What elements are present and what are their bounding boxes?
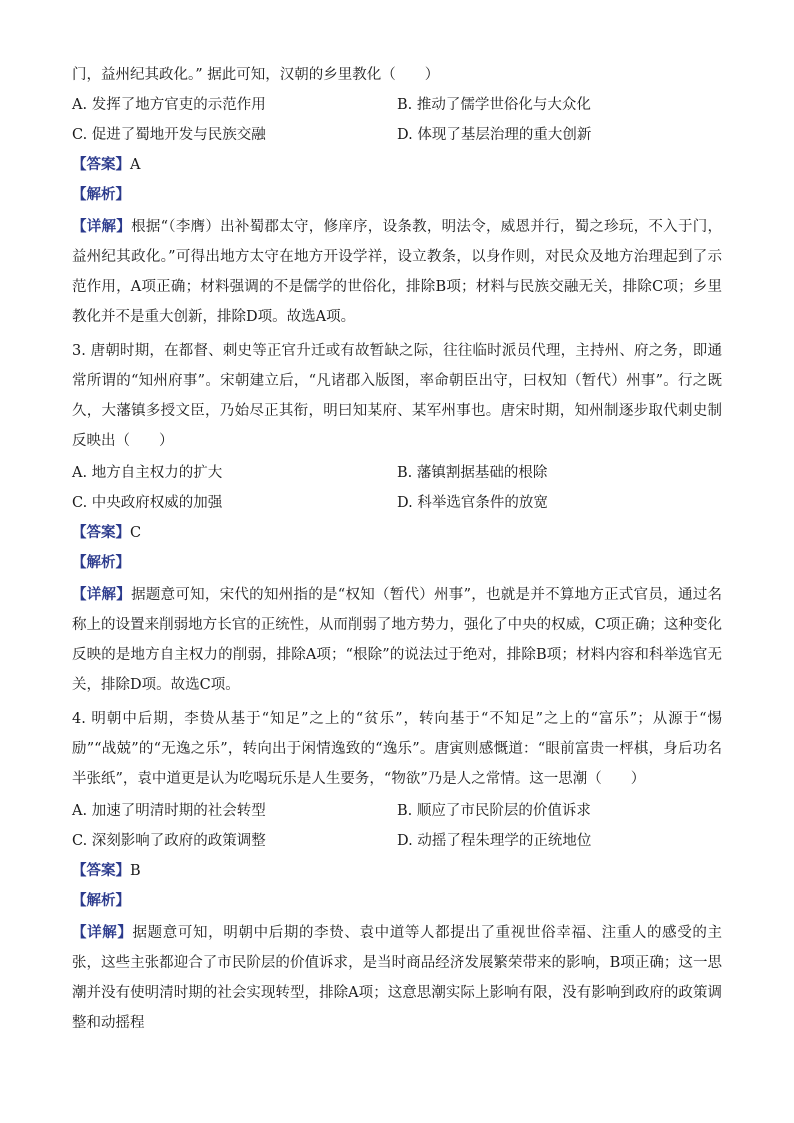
detail-text: 据题意可知，宋代的知州指的是“权知（暂代）州事”，也就是并不算地方正式官员，通过名称上的设置来削弱地方长官的正统性，从而削弱了地方势力，强化了中央的权威，C项正确；这种变化反映的是地方自主权力的削弱，排除A项；“根除”的说法过于绝对，排除B项；材料内容和科举选官无关，排除D项。故选C项。 (72, 587, 722, 693)
option-a: A. 发挥了地方官吏的示范作用 (72, 97, 266, 113)
option-b: B. 推动了儒学世俗化与大众化 (397, 97, 591, 113)
question-4-options-row-2 (72, 828, 722, 854)
detail-paragraph (72, 580, 722, 700)
answer-line (72, 858, 722, 884)
answer-value: A (130, 157, 141, 173)
answer-tag: 【答案】 (72, 524, 130, 541)
question-4-options-row-1 (72, 798, 722, 824)
answer-line (72, 520, 722, 546)
analysis-line (72, 888, 722, 914)
detail-tag: 【详解】 (72, 924, 133, 941)
option-c: C. 促进了蜀地开发与民族交融 (72, 127, 266, 143)
analysis-tag: 【解析】 (72, 892, 130, 909)
detail-tag: 【详解】 (72, 218, 132, 235)
answer-line (72, 152, 722, 178)
analysis-line (72, 182, 722, 208)
question-3-stem: 3. 唐朝时期，在都督、刺史等正官升迁或有故暂缺之际，往往临时派员代理，主持州、府之务，即通常所谓的“知州府事”。宋朝建立后，“凡诸郡入版图，率命朝臣出守，曰权知（暂代）州事”。行之既久，大藩镇多授文臣，乃始尽正其衔，明曰知某府、某军州事也。唐宋时期，知州制逐步取代刺史制反映出（ ） (72, 343, 722, 449)
answer-value: B (130, 863, 141, 879)
answer-value: C (130, 525, 142, 541)
question-3-options-row-2 (72, 490, 722, 516)
detail-text: 根据“（李膺）出补蜀郡太守，修庠序，设条教，明法令，威恩并行，蜀之珍玩，不入于门，益州纪其政化。”可得出地方太守在地方开设学祥，设立教条，以身作则，对民众及地方治理起到了示范作用，A项正确；材料强调的不是儒学的世俗化，排除B项；材料与民族交融无关，排除C项；乡里教化并不是重大创新，排除D项。故选A项。 (72, 219, 722, 325)
analysis-tag: 【解析】 (72, 554, 130, 571)
detail-tag: 【详解】 (72, 586, 132, 603)
analysis-line (72, 550, 722, 576)
option-c: C. 中央政府权威的加强 (72, 495, 223, 511)
question-2-options-row-1 (72, 92, 722, 118)
option-c: C. 深刻影响了政府的政策调整 (72, 833, 266, 849)
option-a: A. 加速了明清时期的社会转型 (72, 803, 266, 819)
question-4 (72, 704, 722, 1038)
option-d: D. 科举选官条件的放宽 (397, 495, 548, 511)
detail-paragraph (72, 918, 722, 1038)
answer-tag: 【答案】 (72, 862, 130, 879)
answer-tag: 【答案】 (72, 156, 130, 173)
analysis-tag: 【解析】 (72, 186, 130, 203)
option-a: A. 地方自主权力的扩大 (72, 465, 223, 481)
option-b: B. 顺应了市民阶层的价值诉求 (397, 803, 591, 819)
detail-paragraph (72, 212, 722, 332)
option-d: D. 体现了基层治理的重大创新 (397, 127, 592, 143)
option-b: B. 藩镇割据基础的根除 (397, 465, 548, 481)
question-2-stem: 门，益州纪其政化。” 据此可知，汉朝的乡里教化（ ） (72, 67, 440, 83)
question-4-stem: 4. 明朝中后期，李贽从基于“知足”之上的“贫乐”，转向基于“不知足”之上的“富乐”；从源于“惕励”“战兢”的“无逸之乐”，转向出于闲情逸致的“逸乐”。唐寅则感慨道：“眼前富贵一枰棋，身后功名半张纸”，袁中道更是认为吃喝玩乐是人生要务，“物欲”乃是人之常情。这一思潮（ ） (72, 711, 722, 787)
option-d: D. 动摇了程朱理学的正统地位 (397, 833, 592, 849)
question-2-options-row-2 (72, 122, 722, 148)
question-2 (72, 62, 722, 332)
document-page (72, 62, 722, 1038)
detail-text: 据题意可知，明朝中后期的李贽、袁中道等人都提出了重视世俗幸福、注重人的感受的主张，这些主张都迎合了市民阶层的价值诉求，是当时商品经济发展繁荣带来的影响，B项正确；这一思潮并没有使明清时期的社会实现转型，排除A项；这意思潮实际上影响有限，没有影响到政府的政策调整和动摇程 (72, 925, 723, 1031)
question-3 (72, 336, 722, 700)
question-3-options-row-1 (72, 460, 722, 486)
